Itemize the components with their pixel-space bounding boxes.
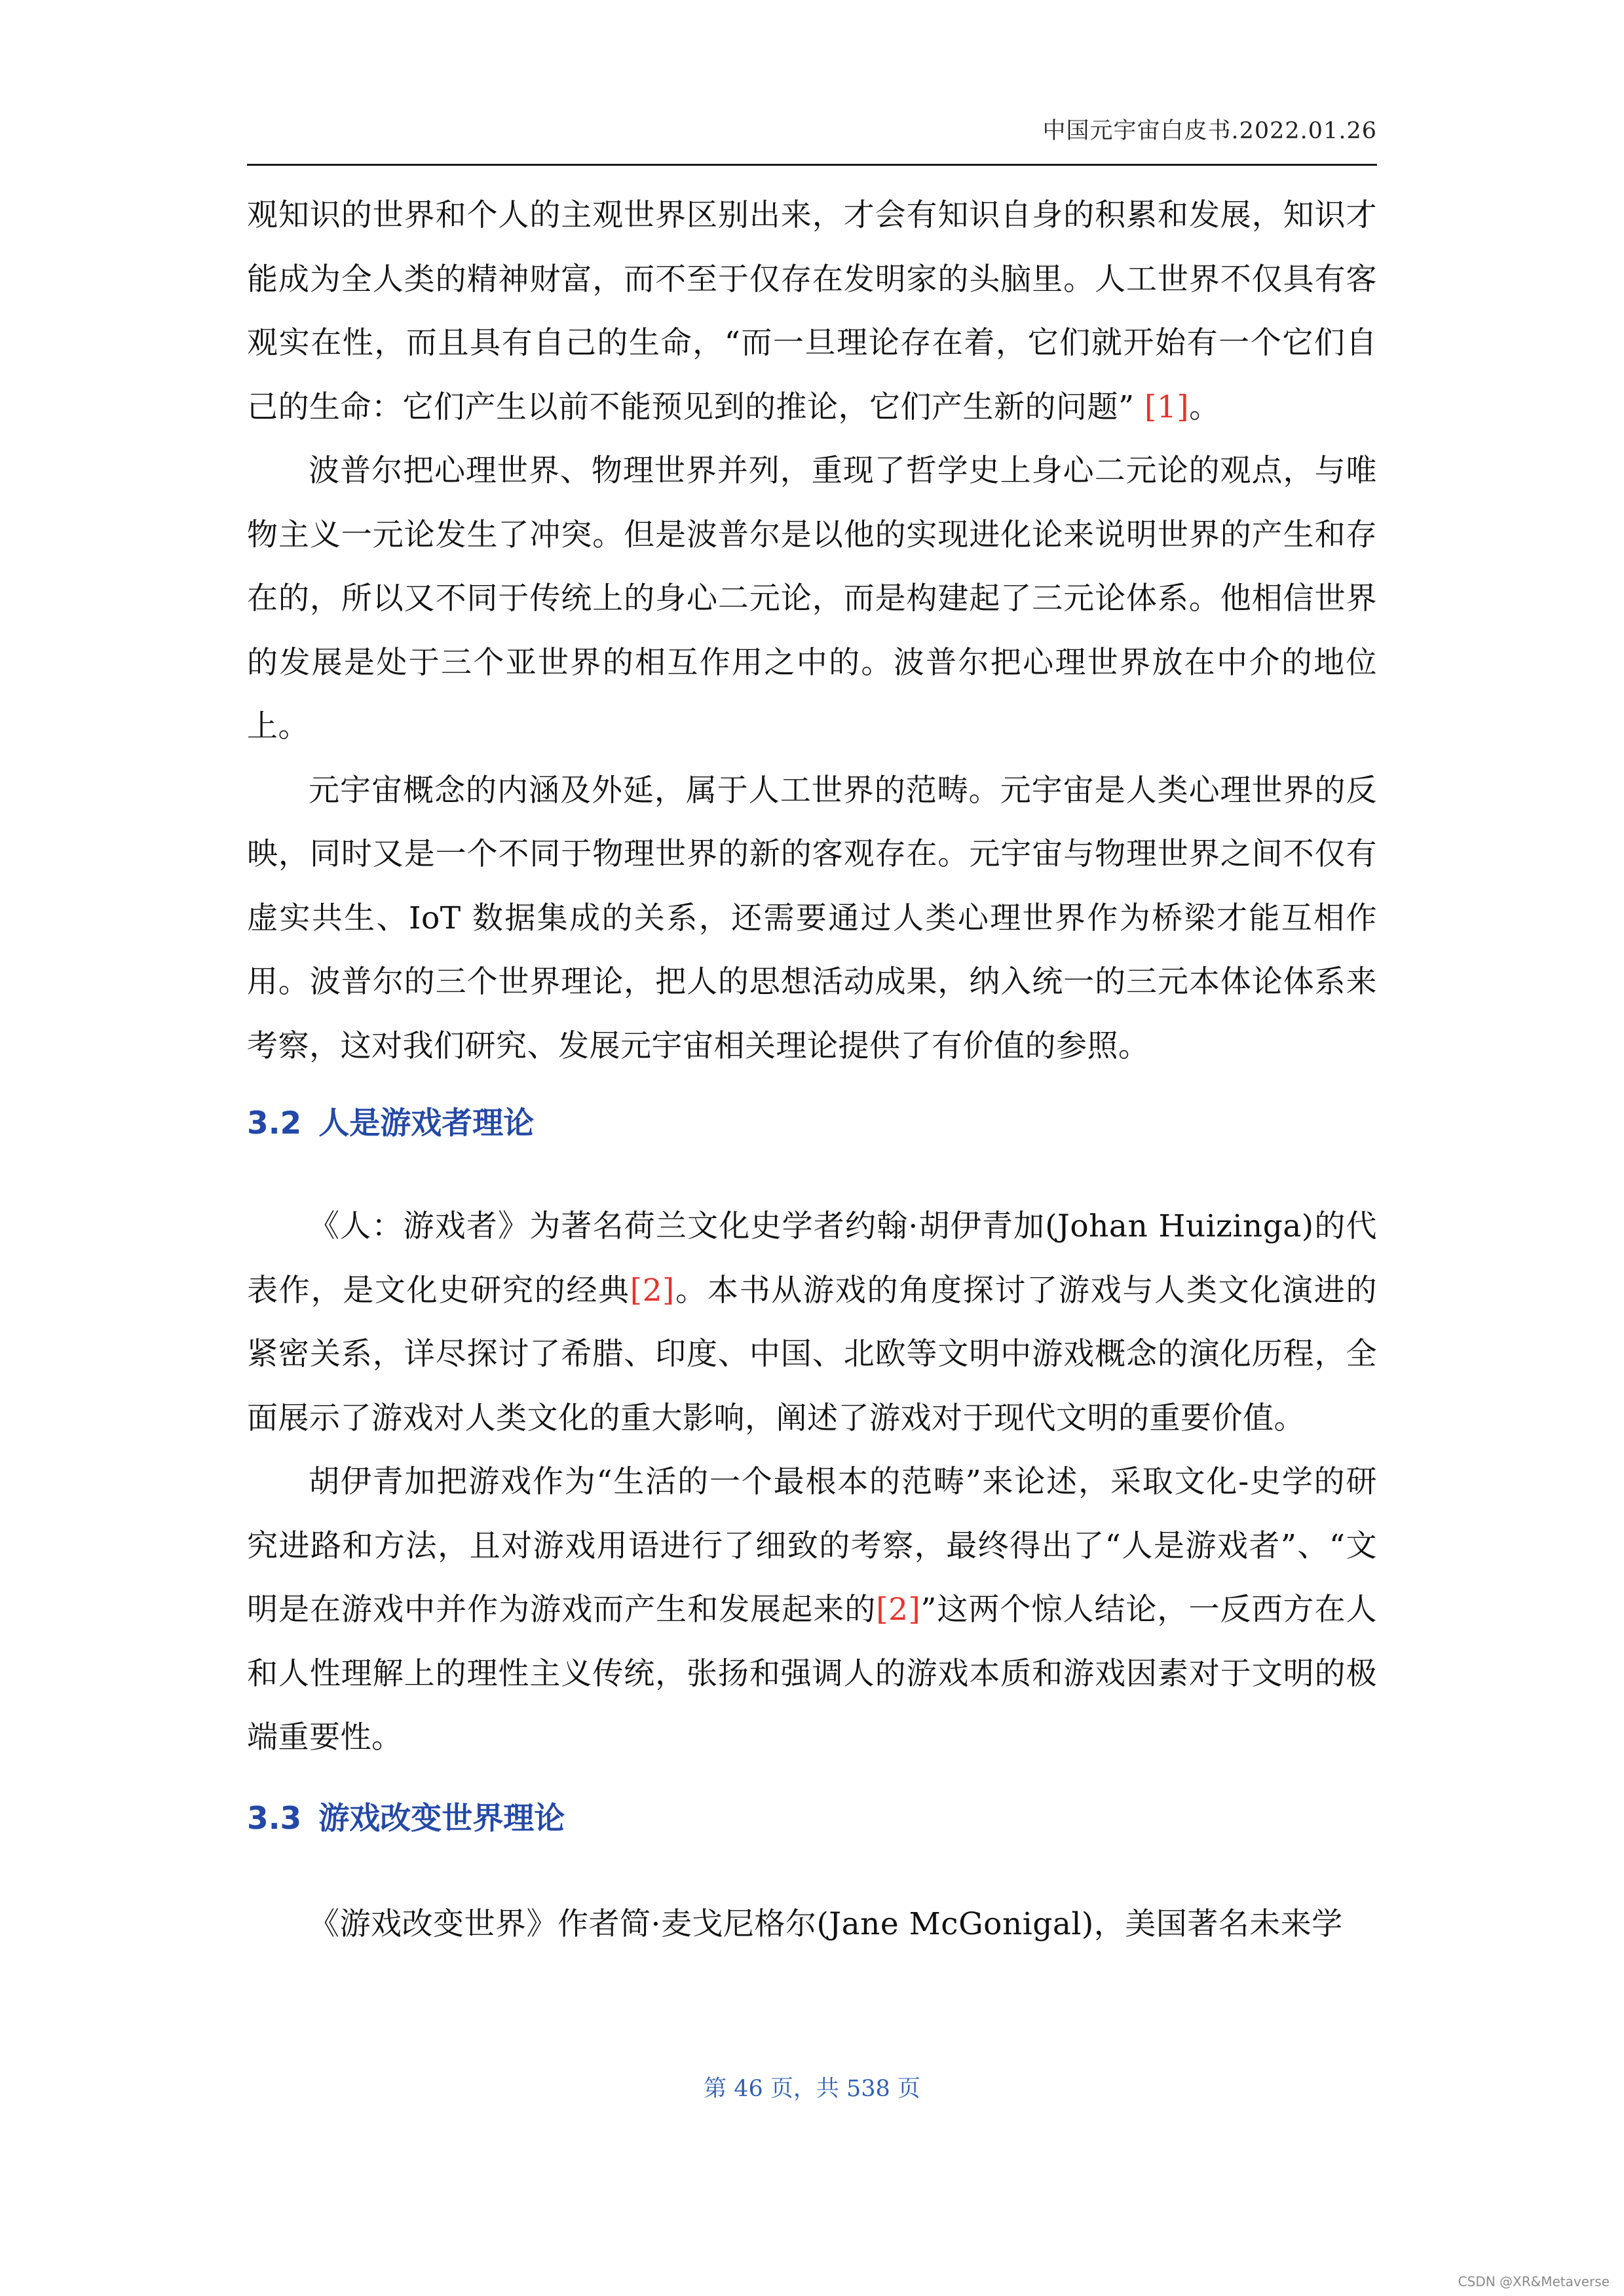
paragraph-3: 元宇宙概念的内涵及外延，属于人工世界的范畴。元宇宙是人类心理世界的反映，同时又是一个不同于物理世界的新的客观存在。元宇宙与物理世界之间不仅有虚实共生、IoT 数据集成的关系，还需要通过人类心理世界作为桥梁才能互相作用。波普尔的三个世界理论，把人的思想活动成果，纳入统一的三元本体论体系来考察，这对我们研究、发展元宇宙相关理论提供了有价值的参照。	[247, 772, 1377, 1064]
citation-link-2[interactable]: [2]	[630, 1272, 675, 1309]
paragraph-5	[247, 1450, 1377, 1770]
section-heading-3-2	[247, 1104, 1377, 1143]
paragraph-1	[247, 183, 1377, 439]
section-number: 3.2	[247, 1105, 302, 1141]
paragraph-1-text: 观知识的世界和个人的主观世界区别出来，才会有知识自身的积累和发展，知识才能成为全人类的精神财富，而不至于仅存在发明家的头脑里。人工世界不仅具有客观实在性，而且具有自己的生命，“而一旦理论存在着，它们就开始有一个它们自己的生命：它们产生以前不能预见到的推论，它们产生新的问题”	[247, 197, 1377, 425]
header-divider	[247, 164, 1377, 166]
paragraph-4	[247, 1195, 1377, 1450]
document-header-title: 中国元宇宙白皮书.2022.01.26	[1042, 118, 1377, 144]
paragraph-4-text-before: 《人：游戏者》为著名荷兰文化史学者约翰·胡伊青加(Johan Huizinga)的代表作，是文化史研究的经典	[247, 1208, 1377, 1309]
page-body	[247, 183, 1377, 1956]
spacer	[1135, 389, 1144, 425]
section-title: 人是游戏者理论	[318, 1105, 535, 1141]
paragraph-1-end: 。	[1189, 389, 1220, 425]
section-title: 游戏改变世界理论	[318, 1800, 565, 1837]
paragraph-5-text-after: ”这两个惊人结论，一反西方在人和人性理解上的理性主义传统，张扬和强调人的游戏本质和游戏因素对于文明的极端重要性。	[247, 1592, 1378, 1755]
watermark: CSDN @XR&Metaverse	[1458, 2274, 1610, 2289]
page-number-footer: 第 46 页，共 538 页	[704, 2076, 920, 2102]
paragraph-5-text-before: 胡伊青加把游戏作为“生活的一个最根本的范畴”来论述，采取文化-史学的研究进路和方法，且对游戏用语进行了细致的考察，最终得出了“人是游戏者”、“文明是在游戏中并作为游戏而产生和发展起来的	[247, 1464, 1377, 1628]
paragraph-4-text-after: 。本书从游戏的角度探讨了游戏与人类文化演进的紧密关系，详尽探讨了希腊、印度、中国、北欧等文明中游戏概念的演化历程，全面展示了游戏对人类文化的重大影响，阐述了游戏对于现代文明的重要价值。	[247, 1272, 1377, 1436]
paragraph-2: 波普尔把心理世界、物理世界并列，重现了哲学史上身心二元论的观点，与唯物主义一元论发生了冲突。但是波普尔是以他的实现进化论来说明世界的产生和存在的，所以又不同于传统上的身心二元论，而是构建起了三元论体系。他相信世界的发展是处于三个亚世界的相互作用之中的。波普尔把心理世界放在中介的地位上。	[247, 453, 1377, 744]
citation-link-3[interactable]: [2]	[876, 1592, 921, 1628]
citation-link-1[interactable]: [1]	[1144, 389, 1190, 425]
section-heading-3-3	[247, 1799, 1377, 1839]
section-number: 3.3	[247, 1800, 302, 1837]
paragraph-6: 《游戏改变世界》作者简·麦戈尼格尔(Jane McGonigal)，美国著名未来学	[309, 1905, 1343, 1942]
